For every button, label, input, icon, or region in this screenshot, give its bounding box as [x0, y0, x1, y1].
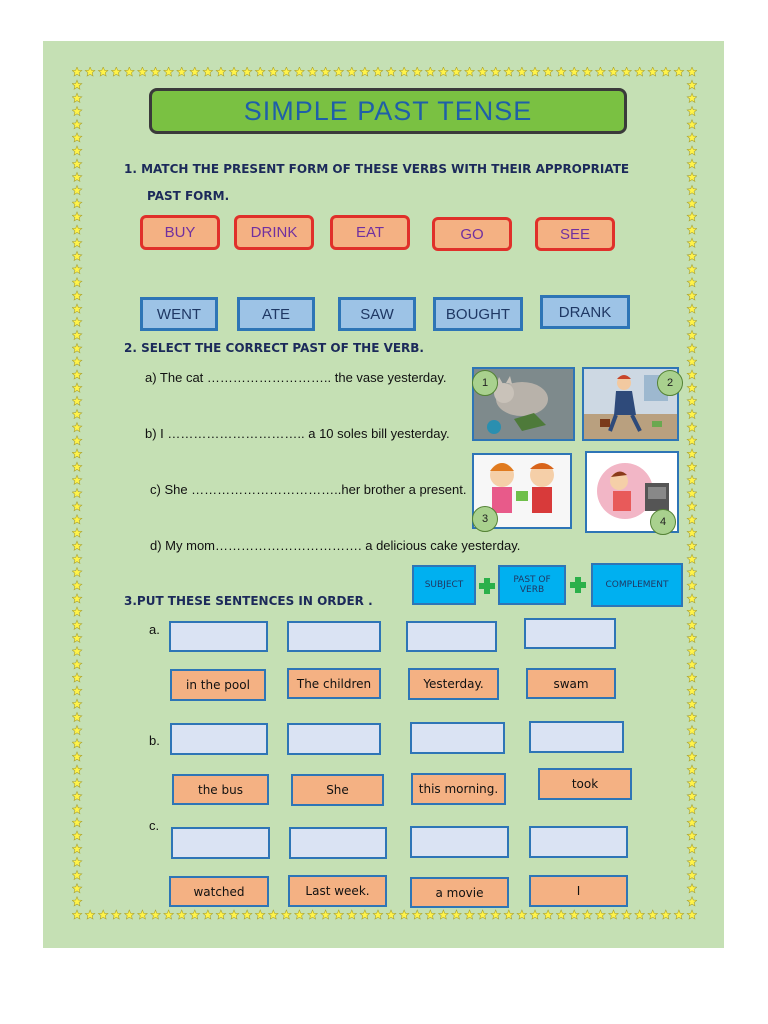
section1-heading-line2: PAST FORM.	[147, 189, 230, 203]
present-verb-go[interactable]: GO	[432, 217, 512, 251]
picture-number-4: 4	[650, 509, 676, 535]
star-icon	[360, 67, 370, 76]
section3-heading: 3.PUT THESE SENTENCES IN ORDER .	[124, 594, 373, 608]
word-tile[interactable]: She	[291, 774, 384, 806]
answer-slot-c4[interactable]	[529, 826, 628, 858]
star-icon	[687, 818, 697, 827]
star-icon	[530, 910, 540, 919]
star-icon	[687, 304, 697, 313]
star-icon	[72, 436, 82, 445]
answer-slot-c2[interactable]	[289, 827, 387, 859]
past-verb-drank[interactable]: DRANK	[540, 295, 630, 329]
star-icon	[72, 884, 82, 893]
present-verb-drink[interactable]: DRINK	[234, 215, 314, 250]
star-icon	[72, 172, 82, 181]
star-icon	[72, 581, 82, 590]
star-icon	[85, 910, 95, 919]
formula-past-of-verb: PAST OF VERB	[498, 565, 566, 605]
star-icon	[674, 910, 684, 919]
star-icon	[543, 67, 553, 76]
star-icon	[72, 660, 82, 669]
star-icon	[72, 765, 82, 774]
star-icon	[687, 752, 697, 761]
star-icon	[85, 67, 95, 76]
star-icon	[334, 67, 344, 76]
star-icon	[687, 462, 697, 471]
star-icon	[687, 554, 697, 563]
star-icon	[570, 67, 580, 76]
star-icon	[151, 67, 161, 76]
sentence-d[interactable]: d) My mom……………………………. a delicious cake yesterday.	[150, 538, 521, 553]
star-icon	[687, 884, 697, 893]
star-icon	[648, 67, 658, 76]
star-icon	[72, 238, 82, 247]
star-icon	[72, 80, 82, 89]
star-icon	[72, 541, 82, 550]
star-icon	[72, 93, 82, 102]
star-icon	[72, 291, 82, 300]
word-tile[interactable]: Yesterday.	[408, 668, 499, 700]
star-icon	[687, 423, 697, 432]
star-icon	[687, 199, 697, 208]
star-icon	[596, 67, 606, 76]
star-icon	[72, 225, 82, 234]
star-icon	[661, 910, 671, 919]
star-icon	[687, 739, 697, 748]
star-icon	[72, 410, 82, 419]
star-icon	[687, 712, 697, 721]
title-banner	[149, 88, 627, 134]
formula-complement: COMPLEMENT	[591, 563, 683, 607]
present-verb-see[interactable]: SEE	[535, 217, 615, 251]
past-verb-saw[interactable]: SAW	[338, 297, 416, 331]
star-icon	[687, 449, 697, 458]
star-icon	[635, 910, 645, 919]
row-label-a: a.	[149, 622, 160, 637]
word-tile[interactable]: this morning.	[411, 773, 506, 805]
star-icon	[308, 67, 318, 76]
star-icon	[687, 792, 697, 801]
answer-slot-a3[interactable]	[406, 621, 497, 652]
star-icon	[72, 871, 82, 880]
star-icon	[687, 238, 697, 247]
star-icon	[360, 910, 370, 919]
page-title: SIMPLE PAST TENSE	[243, 95, 533, 126]
answer-slot-a4[interactable]	[524, 618, 616, 649]
star-icon	[190, 67, 200, 76]
star-icon	[609, 67, 619, 76]
star-icon	[439, 67, 449, 76]
star-icon	[72, 383, 82, 392]
star-icon	[72, 370, 82, 379]
star-icon	[491, 67, 501, 76]
star-icon	[242, 910, 252, 919]
star-icon	[112, 67, 122, 76]
answer-slot-a1[interactable]	[169, 621, 268, 652]
star-icon	[399, 67, 409, 76]
star-icon	[687, 831, 697, 840]
answer-slot-b1[interactable]	[170, 723, 268, 755]
star-icon	[687, 410, 697, 419]
star-icon	[138, 910, 148, 919]
star-icon	[687, 699, 697, 708]
star-icon	[72, 502, 82, 511]
star-icon	[413, 910, 423, 919]
star-icon	[687, 778, 697, 787]
star-icon	[164, 67, 174, 76]
star-icon	[72, 344, 82, 353]
star-icon	[504, 910, 513, 919]
star-icon	[687, 897, 697, 906]
word-tile[interactable]: watched	[169, 876, 269, 907]
star-icon	[517, 910, 527, 919]
star-icon	[72, 897, 82, 906]
star-icon	[687, 370, 697, 379]
star-icon	[687, 225, 697, 234]
star-icon	[687, 172, 697, 181]
star-icon	[138, 67, 148, 76]
star-icon	[125, 67, 135, 76]
star-icon	[72, 278, 82, 287]
star-icon	[98, 67, 108, 76]
star-icon	[622, 910, 632, 919]
star-icon	[72, 449, 82, 458]
star-icon	[373, 67, 383, 76]
answer-slot-b4[interactable]	[529, 721, 624, 753]
star-icon	[72, 212, 82, 221]
star-icon	[648, 910, 658, 919]
star-icon	[687, 647, 697, 656]
sentence-a[interactable]: a) The cat ……………………….. the vase yesterday.	[145, 370, 447, 385]
star-icon	[687, 80, 697, 89]
star-icon	[321, 910, 331, 919]
star-icon	[347, 67, 357, 76]
star-icon	[72, 594, 82, 603]
star-icon	[687, 581, 697, 590]
star-icon	[687, 291, 697, 300]
star-icon	[242, 67, 252, 76]
star-icon	[386, 910, 396, 919]
star-icon	[687, 594, 697, 603]
star-icon	[687, 765, 697, 774]
star-icon	[687, 633, 697, 642]
star-icon	[72, 304, 82, 313]
star-icon	[687, 607, 697, 616]
star-icon	[125, 910, 135, 919]
section1-heading-line1: 1. MATCH THE PRESENT FORM OF THESE VERBS WITH THEIR APPROPRIATE	[124, 162, 630, 176]
star-icon	[321, 67, 331, 76]
star-icon	[72, 712, 82, 721]
star-icon	[72, 107, 82, 116]
word-tile[interactable]: the bus	[172, 774, 269, 805]
star-icon	[556, 67, 566, 76]
answer-slot-a2[interactable]	[287, 621, 381, 652]
star-icon	[687, 660, 697, 669]
star-icon	[72, 818, 82, 827]
plus-icon	[479, 578, 495, 594]
star-icon	[72, 515, 82, 524]
star-icon	[229, 910, 239, 919]
answer-slot-b3[interactable]	[410, 722, 505, 754]
star-icon	[687, 475, 697, 484]
star-icon	[687, 317, 697, 326]
past-verb-ate[interactable]: ATE	[237, 297, 315, 331]
star-icon	[687, 515, 697, 524]
star-icon	[687, 844, 697, 853]
word-tile[interactable]: Last week.	[288, 875, 387, 907]
star-icon	[687, 857, 697, 866]
star-icon	[72, 778, 82, 787]
star-icon	[269, 910, 279, 919]
star-icon	[72, 910, 82, 919]
star-icon	[687, 541, 697, 550]
star-icon	[687, 265, 697, 274]
star-icon	[72, 265, 82, 274]
star-icon	[452, 67, 462, 76]
star-icon	[687, 686, 697, 695]
star-icon	[334, 910, 344, 919]
star-icon	[687, 159, 697, 168]
star-icon	[177, 67, 187, 76]
star-icon	[308, 910, 318, 919]
star-icon	[596, 910, 606, 919]
star-icon	[190, 910, 200, 919]
star-icon	[517, 67, 527, 76]
star-icon	[72, 620, 82, 629]
star-icon	[687, 502, 697, 511]
star-icon	[570, 910, 580, 919]
star-icon	[687, 278, 697, 287]
star-icon	[687, 620, 697, 629]
star-icon	[72, 607, 82, 616]
picture-number-2: 2	[657, 370, 683, 396]
star-icon	[72, 251, 82, 260]
star-icon	[72, 647, 82, 656]
word-tile[interactable]: a movie	[410, 877, 509, 908]
star-icon	[255, 910, 265, 919]
star-icon	[687, 107, 697, 116]
star-icon	[72, 752, 82, 761]
star-icon	[72, 831, 82, 840]
star-icon	[72, 146, 82, 155]
star-icon	[674, 67, 684, 76]
star-icon	[216, 67, 226, 76]
word-tile[interactable]: The children	[287, 668, 381, 699]
star-icon	[413, 67, 423, 76]
star-icon	[229, 67, 239, 76]
star-icon	[72, 568, 82, 577]
star-icon	[72, 805, 82, 814]
star-icon	[72, 699, 82, 708]
star-icon	[282, 910, 292, 919]
star-icon	[295, 67, 305, 76]
sentence-c[interactable]: c) She ……………………………..her brother a present.	[150, 482, 467, 497]
word-tile[interactable]: in the pool	[170, 669, 266, 701]
present-verb-buy[interactable]: BUY	[140, 215, 220, 250]
answer-slot-c3[interactable]	[410, 826, 509, 858]
star-icon	[72, 357, 82, 366]
star-icon	[504, 67, 513, 76]
star-icon	[609, 910, 619, 919]
star-icon	[72, 739, 82, 748]
star-icon	[465, 910, 475, 919]
star-icon	[491, 910, 501, 919]
star-icon	[478, 67, 488, 76]
star-icon	[72, 317, 82, 326]
star-icon	[98, 910, 108, 919]
star-icon	[622, 67, 632, 76]
star-icon	[687, 436, 697, 445]
star-icon	[72, 686, 82, 695]
star-icon	[72, 489, 82, 498]
star-icon	[687, 871, 697, 880]
star-icon	[543, 910, 553, 919]
sentence-b[interactable]: b) I ………………………….. a 10 soles bill yesterday.	[145, 426, 450, 441]
star-icon	[687, 528, 697, 537]
star-icon	[439, 910, 449, 919]
star-icon	[687, 146, 697, 155]
star-icon	[687, 673, 697, 682]
star-icon	[72, 199, 82, 208]
star-icon	[687, 805, 697, 814]
star-icon	[687, 726, 697, 735]
star-icon	[373, 910, 383, 919]
star-icon	[72, 67, 82, 76]
star-icon	[72, 186, 82, 195]
star-icon	[269, 67, 279, 76]
star-icon	[687, 186, 697, 195]
past-verb-went[interactable]: WENT	[140, 297, 218, 331]
star-icon	[72, 423, 82, 432]
row-label-b: b.	[149, 733, 160, 748]
star-icon	[687, 330, 697, 339]
star-icon	[687, 396, 697, 405]
star-icon	[452, 910, 462, 919]
star-icon	[72, 857, 82, 866]
past-verb-bought[interactable]: BOUGHT	[433, 297, 523, 331]
picture-number-3: 3	[472, 506, 498, 532]
star-icon	[478, 910, 488, 919]
picture-number-1: 1	[472, 370, 498, 396]
star-icon	[556, 910, 566, 919]
star-icon	[687, 568, 697, 577]
star-icon	[386, 67, 396, 76]
star-icon	[530, 67, 540, 76]
star-icon	[661, 67, 671, 76]
star-icon	[426, 67, 436, 76]
star-icon	[72, 133, 82, 142]
star-icon	[687, 93, 697, 102]
star-icon	[687, 357, 697, 366]
star-icon	[426, 910, 436, 919]
star-icon	[687, 910, 697, 919]
star-icon	[72, 726, 82, 735]
star-icon	[164, 910, 174, 919]
row-label-c: c.	[149, 818, 160, 833]
star-icon	[347, 910, 357, 919]
present-verb-eat[interactable]: EAT	[330, 215, 410, 250]
star-icon	[72, 554, 82, 563]
word-tile[interactable]: took	[538, 768, 632, 800]
star-icon	[72, 330, 82, 339]
star-icon	[635, 67, 645, 76]
star-icon	[72, 462, 82, 471]
star-icon	[687, 67, 697, 76]
formula-subject: SUBJECT	[412, 565, 476, 605]
star-icon	[72, 844, 82, 853]
star-icon	[687, 120, 697, 129]
star-icon	[112, 910, 122, 919]
star-icon	[72, 159, 82, 168]
word-tile[interactable]: I	[529, 875, 628, 907]
star-icon	[583, 910, 593, 919]
star-icon	[72, 475, 82, 484]
answer-slot-b2[interactable]	[287, 723, 381, 755]
answer-slot-c1[interactable]	[171, 827, 270, 859]
star-icon	[687, 383, 697, 392]
star-icon	[255, 67, 265, 76]
star-icon	[72, 633, 82, 642]
star-icon	[203, 67, 213, 76]
star-icon	[465, 67, 475, 76]
star-icon	[72, 396, 82, 405]
star-icon	[151, 910, 161, 919]
star-icon	[687, 489, 697, 498]
section2-heading: 2. SELECT THE CORRECT PAST OF THE VERB.	[124, 341, 424, 355]
star-icon	[72, 528, 82, 537]
star-icon	[72, 673, 82, 682]
star-icon	[282, 67, 292, 76]
star-icon	[687, 133, 697, 142]
star-icon	[177, 910, 187, 919]
star-icon	[583, 67, 593, 76]
star-icon	[72, 792, 82, 801]
word-tile[interactable]: swam	[526, 668, 616, 699]
plus-icon	[570, 577, 586, 593]
star-icon	[687, 251, 697, 260]
star-icon	[295, 910, 305, 919]
star-icon	[203, 910, 213, 919]
star-icon	[687, 212, 697, 221]
star-icon	[687, 344, 697, 353]
star-icon	[399, 910, 409, 919]
star-icon	[72, 120, 82, 129]
star-icon	[216, 910, 226, 919]
